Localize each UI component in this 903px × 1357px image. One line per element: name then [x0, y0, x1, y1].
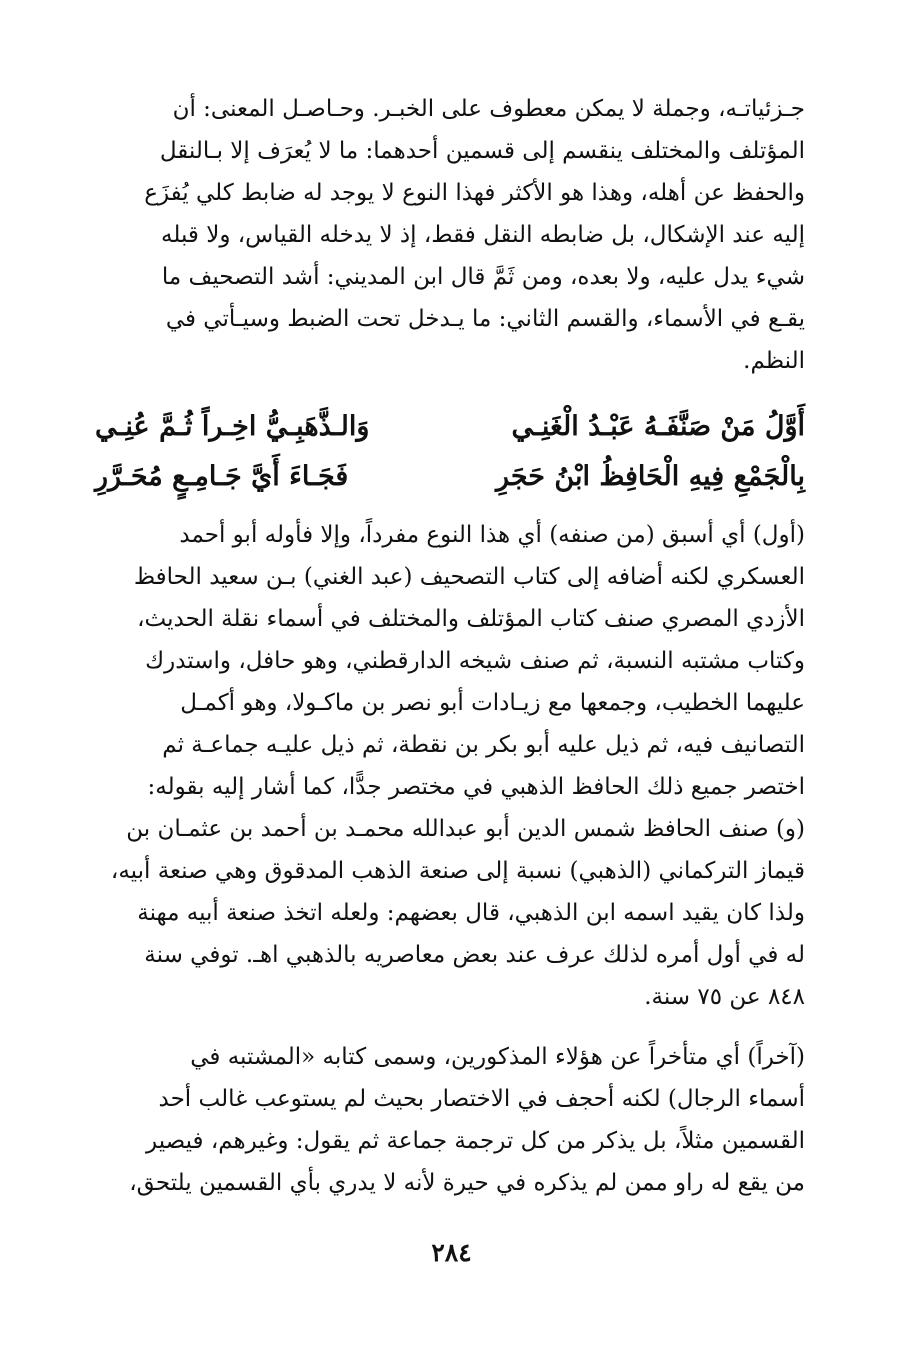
- verse-block: [95, 402, 805, 502]
- verse-second-hemistich: فَجَـاءَ أَيَّ جَـامِـعٍ مُحَـرَّرِ: [95, 461, 349, 492]
- text-line: (أول) أي أسبق (من صنفه) أي هذا النوع مفرداً، وإلا فأوله أبو أحمد: [179, 522, 805, 548]
- text-line: القسمين مثلاً، بل يذكر من كل ترجمة جماعة ثم يقول: وغيرهم، فيصير: [146, 1128, 805, 1154]
- text-line: المؤتلف والمختلف ينقسم إلى قسمين أحدهما: ما لا يُعرَف إلا بـالنقل: [159, 138, 805, 164]
- text-line: (و) صنف الحافظ شمس الدين أبو عبدالله محمـد بن أحمد بن عثمـان بن: [126, 816, 805, 842]
- text-line: شيء يدل عليه، ولا بعده، ومن ثَمَّ قال ابن المديني: أشد التصحيف ما: [161, 264, 805, 290]
- commentary-paragraph-1: [95, 514, 805, 1018]
- text-line: جـزئياتـه، وجملة لا يمكن معطوف على الخبـر. وحـاصـل المعنى: أن: [172, 96, 805, 122]
- verse-first-hemistich: بِالْجَمْعِ فِيهِ الْحَافِظُ ابْنُ حَجَرِ: [495, 461, 805, 492]
- text-line: ٨٤٨ عن ٧٥ سنة.: [644, 984, 805, 1010]
- verse-second-hemistich: وَالـذَّهَبِـيُّ اخِـراً ثُـمَّ عُنِـي: [95, 411, 370, 442]
- text-line: وكتاب مشتبه النسبة، ثم صنف شيخه الدارقطني، وهو حافل، واستدرك: [145, 648, 805, 674]
- text-line: إليه عند الإشكال، بل ضابطه النقل فقط، إذ لا يدخله القياس، ولا قبله: [161, 222, 805, 248]
- verse-line: [95, 402, 805, 452]
- text-line: اختصر جميع ذلك الحافظ الذهبي في مختصر جدًّا، كما أشار إليه بقوله:: [147, 774, 805, 800]
- text-line: أسماء الرجال) لكنه أحجف في الاختصار بحيث لم يستوعب غالب أحد: [158, 1086, 805, 1112]
- text-line: عليهما الخطيب، وجمعها مع زيـادات أبو نصر بن ماكـولا، وهو أكمـل: [180, 690, 805, 716]
- verse-first-hemistich: أَوَّلُ مَنْ صَنَّفَـهُ عَبْـدُ الْغَنِـي: [511, 411, 805, 442]
- text-line: يقـع في الأسماء، والقسم الثاني: ما يـدخل تحت الضبط وسيـأتي في: [165, 306, 805, 332]
- text-line: الأزدي المصري صنف كتاب المؤتلف والمختلف في أسماء نقلة الحديث،: [137, 606, 805, 632]
- text-line: والحفظ عن أهله، وهذا هو الأكثر فهذا النوع لا يوجد له ضابط كلي يُفزَع: [144, 180, 805, 206]
- text-line: ولذا كان يقيد اسمه ابن الذهبي، قال بعضهم: ولعله اتخذ صنعة أبيه مهنة: [137, 900, 805, 926]
- text-line: قيماز التركماني (الذهبي) نسبة إلى صنعة الذهب المدقوق وهي صنعة أبيه،: [110, 858, 805, 884]
- text-line: من يقع له راو ممن لم يذكره في حيرة لأنه لا يدري بأي القسمين يلتحق،: [129, 1170, 805, 1196]
- verse-line: [95, 452, 805, 502]
- page-number: ٢٨٤: [431, 1238, 472, 1267]
- commentary-paragraph-2: [95, 1036, 805, 1204]
- text-line: له في أول أمره لذلك عرف عند بعض معاصريه بالذهبي اهـ. توفي سنة: [144, 942, 805, 968]
- text-line: النظم.: [743, 348, 805, 374]
- text-line: العسكري لكنه أضافه إلى كتاب التصحيف (عبد الغني) بـن سعيد الحافظ: [133, 564, 805, 590]
- intro-paragraph: [95, 88, 805, 382]
- text-line: (آخراً) أي متأخراً عن هؤلاء المذكورين، وسمى كتابه «المشتبه في: [190, 1044, 805, 1070]
- text-line: التصانيف فيه، ثم ذيل عليه أبو بكر بن نقطة، ثم ذيل عليـه جماعـة ثم: [162, 732, 805, 758]
